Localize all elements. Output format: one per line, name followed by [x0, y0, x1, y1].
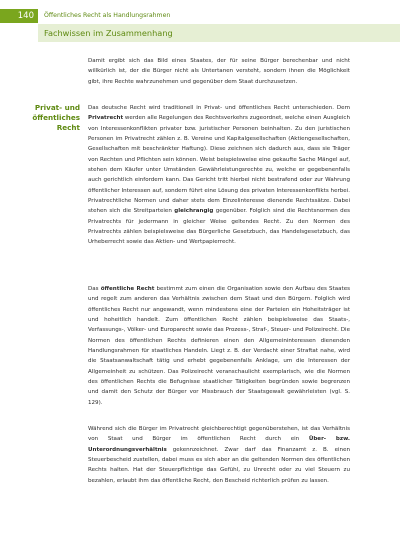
paragraph-text: [88, 284, 350, 408]
text-segment: Damit ergibt sich das Bild eines Staates, der für seine Bürger berechenbar und nicht willkürlich ist, der die Bürger nicht als Untertanen versteht, sondern ihnen die Möglichkeit gibt, ihre Rechte wahrzunehmen und gegenüber dem Staat durchzusetzen.: [88, 58, 350, 85]
page-number: 140: [0, 9, 38, 23]
text-segment: gekennzeichnet. Zwar darf das Finanzamt z. B. einen Steuerbescheid zustellen, dabei muss es sich aber an die geltenden Normen des öffentlichen Rechts halten. Hat der Steuerpflichtige das Gefühl, zu Unrecht oder zu viel Steuern zu bezahlen, erlaubt ihm das öffentliche Recht, den Bescheid richterlich prüfen zu lassen.: [88, 446, 350, 484]
side-heading-line: Recht: [56, 123, 80, 132]
paragraph-oeffentliches-recht: [88, 284, 350, 408]
page-header: [0, 9, 400, 23]
paragraph-text: [88, 103, 350, 248]
paragraph-privatrecht: [88, 103, 350, 248]
text-segment: werden alle Regelungen des Rechtsverkehrs zugeordnet, welche einen Ausgleich von Interessenkonflikten privater bzw. juristischer Personen beinhalten. Zu den juristischen Personen im Privatrecht zählen z. B. Vereine und Kapitalgesellschaften (Aktiengesellschaften, Gesellschaften mit beschränkter Haftung). Diese zeichnen sich dadurch aus, dass sie Träger von Rechten und Pflichten sein können. Weist beispielsweise eine gekaufte Sache Mängel auf, stehen dem Käufer unter Umständen Gewährleistungsrechte zu, welche er gegebenenfalls auch gerichtlich einfordern kann. Das Gericht tritt hierbei nicht bestrafend oder zur Wahrung öffentlicher Interessen auf, sondern führt eine Lösung des privaten Interessenkonflikts herbei. Privatrechtliche Normen und daher stets dem Einzelinteresse dienende Rechtssätze. Dabei stehen sich die Streitparteien: [88, 115, 350, 215]
bold-term: öffentliche Recht: [100, 286, 155, 292]
text-segment: Während sich die Bürger im Privatrecht gleichberechtigt gegenüberstehen, ist das Verhältnis von Staat und Bürger im öffentlichen Recht durch ein: [88, 426, 350, 443]
section-title: Fachwissen im Zusammenhang: [44, 28, 173, 38]
paragraph-text: [88, 56, 350, 87]
bold-term: Über- bzw. Unterordnungsverhältnis: [88, 436, 350, 453]
text-segment: gegenüber. Folglich sind die Rechtsnormen des Privatrechts für jedermann in gleicher Weise geltendes Recht. Zu den Normen des Privatrechts zählen beispielsweise das Bürgerliche Gesetzbuch, das Handelsgesetzbuch, das Urheberrecht sowie das Aktien- und Wertpapierrecht.: [88, 208, 350, 246]
paragraph-text: [88, 424, 350, 486]
side-heading-line: Privat- und: [34, 103, 80, 112]
side-heading: [8, 103, 80, 133]
running-head: Öffentliches Recht als Handlungsrahmen: [44, 12, 171, 19]
text-segment: bestimmt zum einen die Organisation sowie den Aufbau des Staates und regelt zum anderen das Verhältnis zwischen dem Staat und den Bürgern. Folglich wird öffentliches Recht nur angewandt, wenn mindestens eine der Parteien ein Hoheitsträger ist und hoheitlich handelt. Zum öffentlichen Recht zählen beispielsweise das Staats-, Verfassungs-, Völker- und Europarecht sowie das Prozess-, Straf-, Steuer- und Polizeirecht. Die Normen des öffentlichen Rechts definieren einen den Allgemeininteressen dienenden Handlungsrahmen für staatliches Handeln. Liegt z. B. der Verdacht einer Straftat nahe, wird die Staatsanwaltschaft tätig und erhebt gegebenenfalls Anklage, um die Interessen der Allgemeinheit zu schützen. Das Polizeirecht veranschaulicht exemplarisch, wie die Normen des öffentlichen Rechts die Befugnisse staatlicher Tätigkeiten begründen sowie begrenzen und damit den Schutz der Bürger vor Missbrauch der Staatsgewalt gewährleisten (vgl. S. 129).: [88, 286, 350, 406]
text-segment: Das deutsche Recht wird traditionell in Privat- und öffentliches Recht unterschieden. Dem: [88, 105, 350, 111]
paragraph-unterordnung: [88, 424, 350, 486]
bold-term: Privatrecht: [88, 115, 124, 122]
text-segment: Das: [88, 286, 101, 292]
paragraph-intro: [88, 56, 350, 87]
bold-term: gleichrangig: [174, 208, 214, 215]
side-heading-line: öffentliches: [32, 113, 80, 122]
